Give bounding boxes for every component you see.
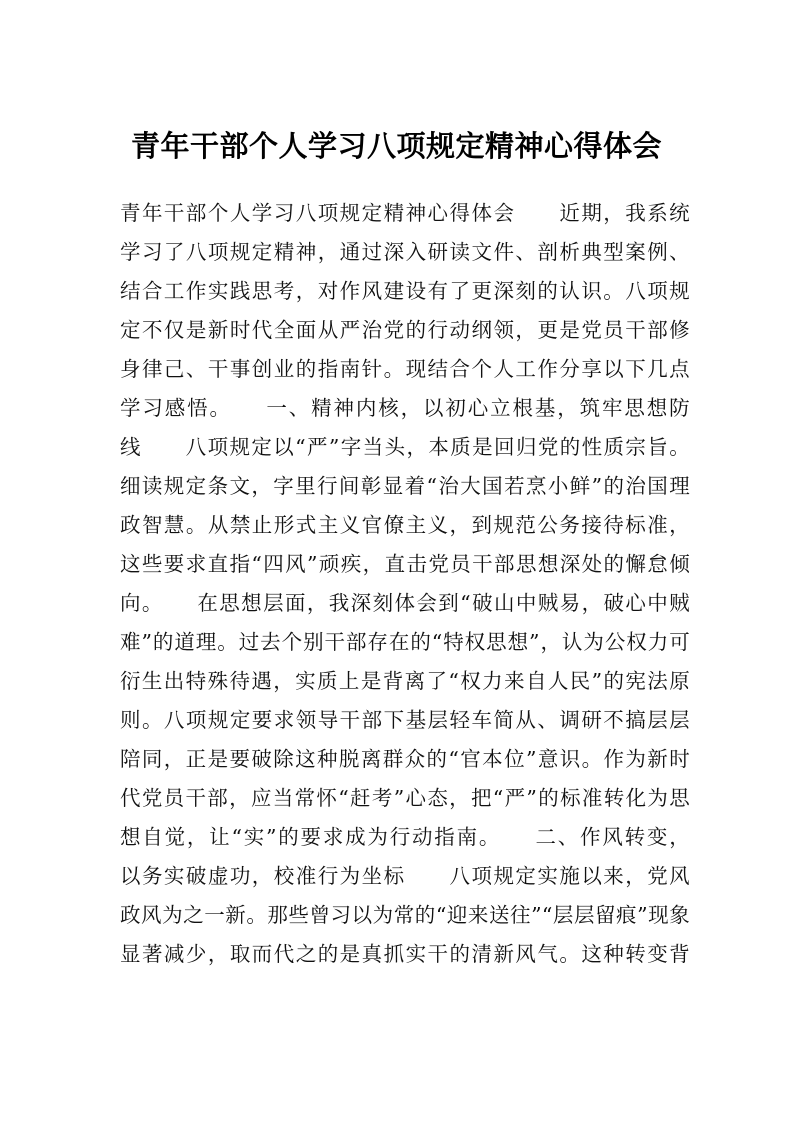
body-line: 陪同，正是要破除这种脱离群众的“官本位”意识。作为新时 bbox=[120, 747, 690, 771]
body-line: 细读规定条文，字里行间彰显着“治大国若烹小鲜”的治国理 bbox=[120, 474, 690, 498]
body-line: 政智慧。从禁止形式主义官僚主义，到规范公务接待标准， bbox=[120, 513, 690, 537]
body-line: 线 八项规定以“严”字当头，本质是回归党的性质宗旨。 bbox=[120, 435, 690, 459]
body-line: 向。 在思想层面，我深刻体会到“破山中贼易，破心中贼 bbox=[120, 591, 690, 615]
body-line: 结合工作实践思考，对作风建设有了更深刻的认识。八项规 bbox=[120, 279, 690, 303]
body-line: 身律己、干事创业的指南针。现结合个人工作分享以下几点 bbox=[120, 357, 690, 381]
document-title: 青年干部个人学习八项规定精神心得体会 bbox=[130, 129, 662, 163]
document-body bbox=[120, 194, 690, 974]
body-line: 定不仅是新时代全面从严治党的行动纲领，更是党员干部修 bbox=[120, 318, 690, 342]
body-line: 学习了八项规定精神，通过深入研读文件、剖析典型案例、 bbox=[120, 240, 690, 264]
body-line: 显著减少，取而代之的是真抓实干的清新风气。这种转变背 bbox=[120, 942, 690, 966]
body-line: 衍生出特殊待遇，实质上是背离了“权力来自人民”的宪法原 bbox=[120, 669, 690, 693]
body-line: 难”的道理。过去个别干部存在的“特权思想”，认为公权力可 bbox=[120, 630, 690, 654]
body-line: 这些要求直指“四风”顽疾，直击党员干部思想深处的懈怠倾 bbox=[120, 552, 690, 576]
body-line: 想自觉，让“实”的要求成为行动指南。 二、作风转变， bbox=[120, 825, 690, 849]
body-line: 政风为之一新。那些曾习以为常的“迎来送往”“层层留痕”现象 bbox=[120, 903, 690, 927]
body-line: 代党员干部，应当常怀“赶考”心态，把“严”的标准转化为思 bbox=[120, 786, 690, 810]
body-line: 以务实破虚功，校准行为坐标 八项规定实施以来，党风 bbox=[120, 864, 690, 888]
body-line: 学习感悟。 一、精神内核，以初心立根基，筑牢思想防 bbox=[120, 396, 690, 420]
body-line: 则。八项规定要求领导干部下基层轻车简从、调研不搞层层 bbox=[120, 708, 690, 732]
body-line: 青年干部个人学习八项规定精神心得体会 近期，我系统 bbox=[120, 201, 690, 225]
